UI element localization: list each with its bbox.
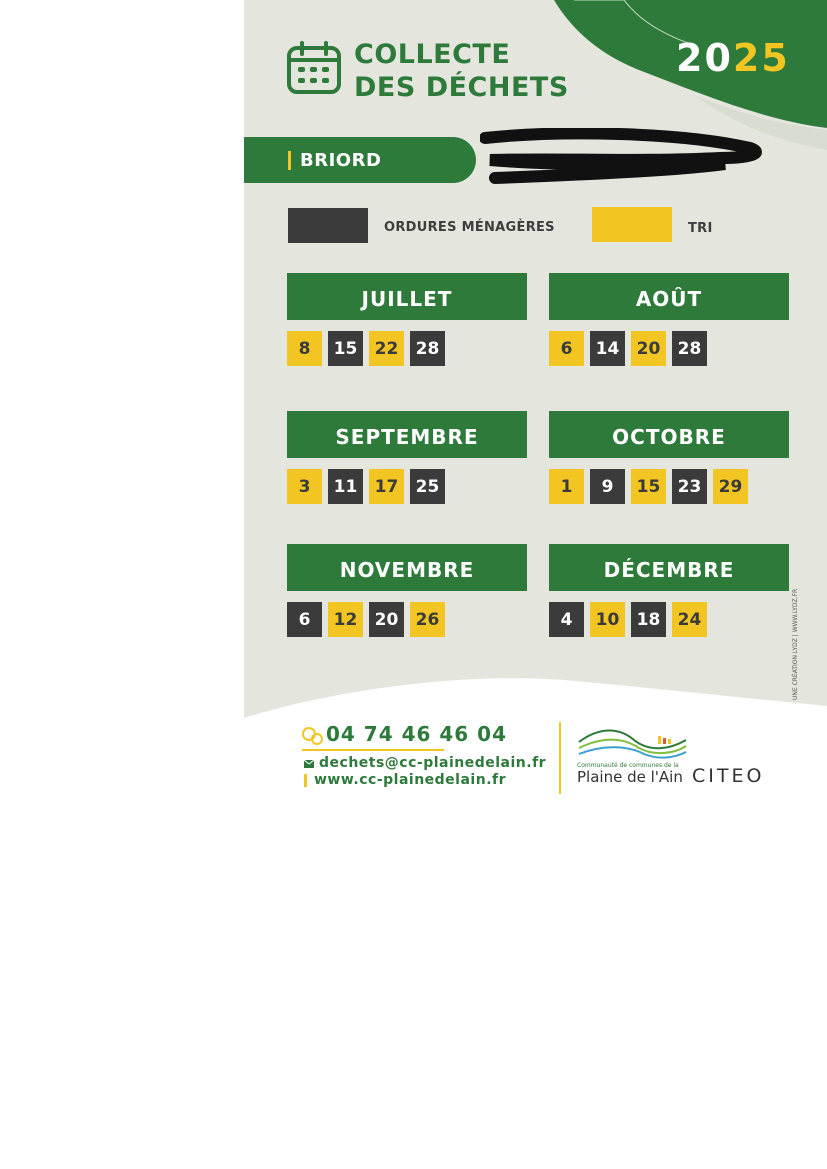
legend-label-tri: TRI (688, 221, 713, 236)
title-line-2: DES DÉCHETS (354, 72, 569, 103)
month-days (287, 602, 527, 637)
month-days (549, 469, 789, 504)
cc-name: Plaine de l'Ain (577, 768, 683, 786)
month-title: DÉCEMBRE (549, 544, 789, 591)
day-tri: 1 (549, 469, 584, 504)
page-title (354, 38, 569, 104)
year-part-2: 25 (732, 36, 790, 80)
day-tri: 3 (287, 469, 322, 504)
month-days (549, 331, 789, 366)
legend-swatch-tri (592, 207, 672, 242)
day-ordures: 9 (590, 469, 625, 504)
month-title: NOVEMBRE (287, 544, 527, 591)
month-block-aout (549, 273, 789, 366)
day-ordures: 25 (410, 469, 445, 504)
month-block-juillet (287, 273, 527, 366)
phone-number[interactable]: 04 74 46 46 04 (326, 722, 508, 746)
day-tri: 17 (369, 469, 404, 504)
web-accent (304, 774, 307, 787)
email-icon (304, 760, 314, 768)
phone-underline (302, 749, 444, 751)
cc-tagline: Communauté de communes de la (577, 762, 679, 769)
day-ordures: 15 (328, 331, 363, 366)
day-ordures: 18 (631, 602, 666, 637)
month-days (549, 602, 789, 637)
year (676, 36, 790, 80)
day-ordures: 28 (410, 331, 445, 366)
month-days (287, 469, 527, 504)
day-ordures: 28 (672, 331, 707, 366)
footer-separator (559, 722, 561, 794)
day-tri: 15 (631, 469, 666, 504)
phone-icon (302, 726, 324, 746)
day-ordures: 20 (369, 602, 404, 637)
day-tri: 8 (287, 331, 322, 366)
day-tri: 10 (590, 602, 625, 637)
redaction-mark (480, 128, 765, 186)
day-tri: 29 (713, 469, 748, 504)
month-block-novembre (287, 544, 527, 637)
month-block-decembre (549, 544, 789, 637)
flyer (244, 0, 827, 826)
day-ordures: 6 (287, 602, 322, 637)
day-ordures: 23 (672, 469, 707, 504)
citeo-logo: CITEO (692, 765, 765, 787)
day-tri: 24 (672, 602, 707, 637)
year-part-1: 20 (676, 36, 733, 80)
commune-accent (288, 151, 291, 170)
month-block-septembre (287, 411, 527, 504)
day-tri: 26 (410, 602, 445, 637)
calendar-icon (286, 40, 342, 96)
day-tri: 6 (549, 331, 584, 366)
month-days (287, 331, 527, 366)
commune-name: BRIORD (300, 150, 382, 171)
website-link[interactable]: www.cc-plainedelain.fr (314, 772, 507, 788)
day-tri: 22 (369, 331, 404, 366)
email-link[interactable]: dechets@cc-plainedelain.fr (319, 755, 547, 771)
month-title: SEPTEMBRE (287, 411, 527, 458)
title-line-1: COLLECTE (354, 39, 511, 70)
plaine-de-lain-logo-icon (574, 722, 692, 762)
day-tri: 12 (328, 602, 363, 637)
month-title: OCTOBRE (549, 411, 789, 458)
legend-swatch-ordures (288, 208, 368, 243)
day-ordures: 4 (549, 602, 584, 637)
day-ordures: 11 (328, 469, 363, 504)
month-title: AOÛT (549, 273, 789, 320)
design-credit: UNE CRÉATION LYDZ | WWW.LYDZ.FR (792, 588, 799, 700)
legend-label-ordures: ORDURES MÉNAGÈRES (384, 220, 555, 235)
month-title: JUILLET (287, 273, 527, 320)
month-block-octobre (549, 411, 789, 504)
day-tri: 20 (631, 331, 666, 366)
commune-bar (244, 137, 476, 183)
day-ordures: 14 (590, 331, 625, 366)
